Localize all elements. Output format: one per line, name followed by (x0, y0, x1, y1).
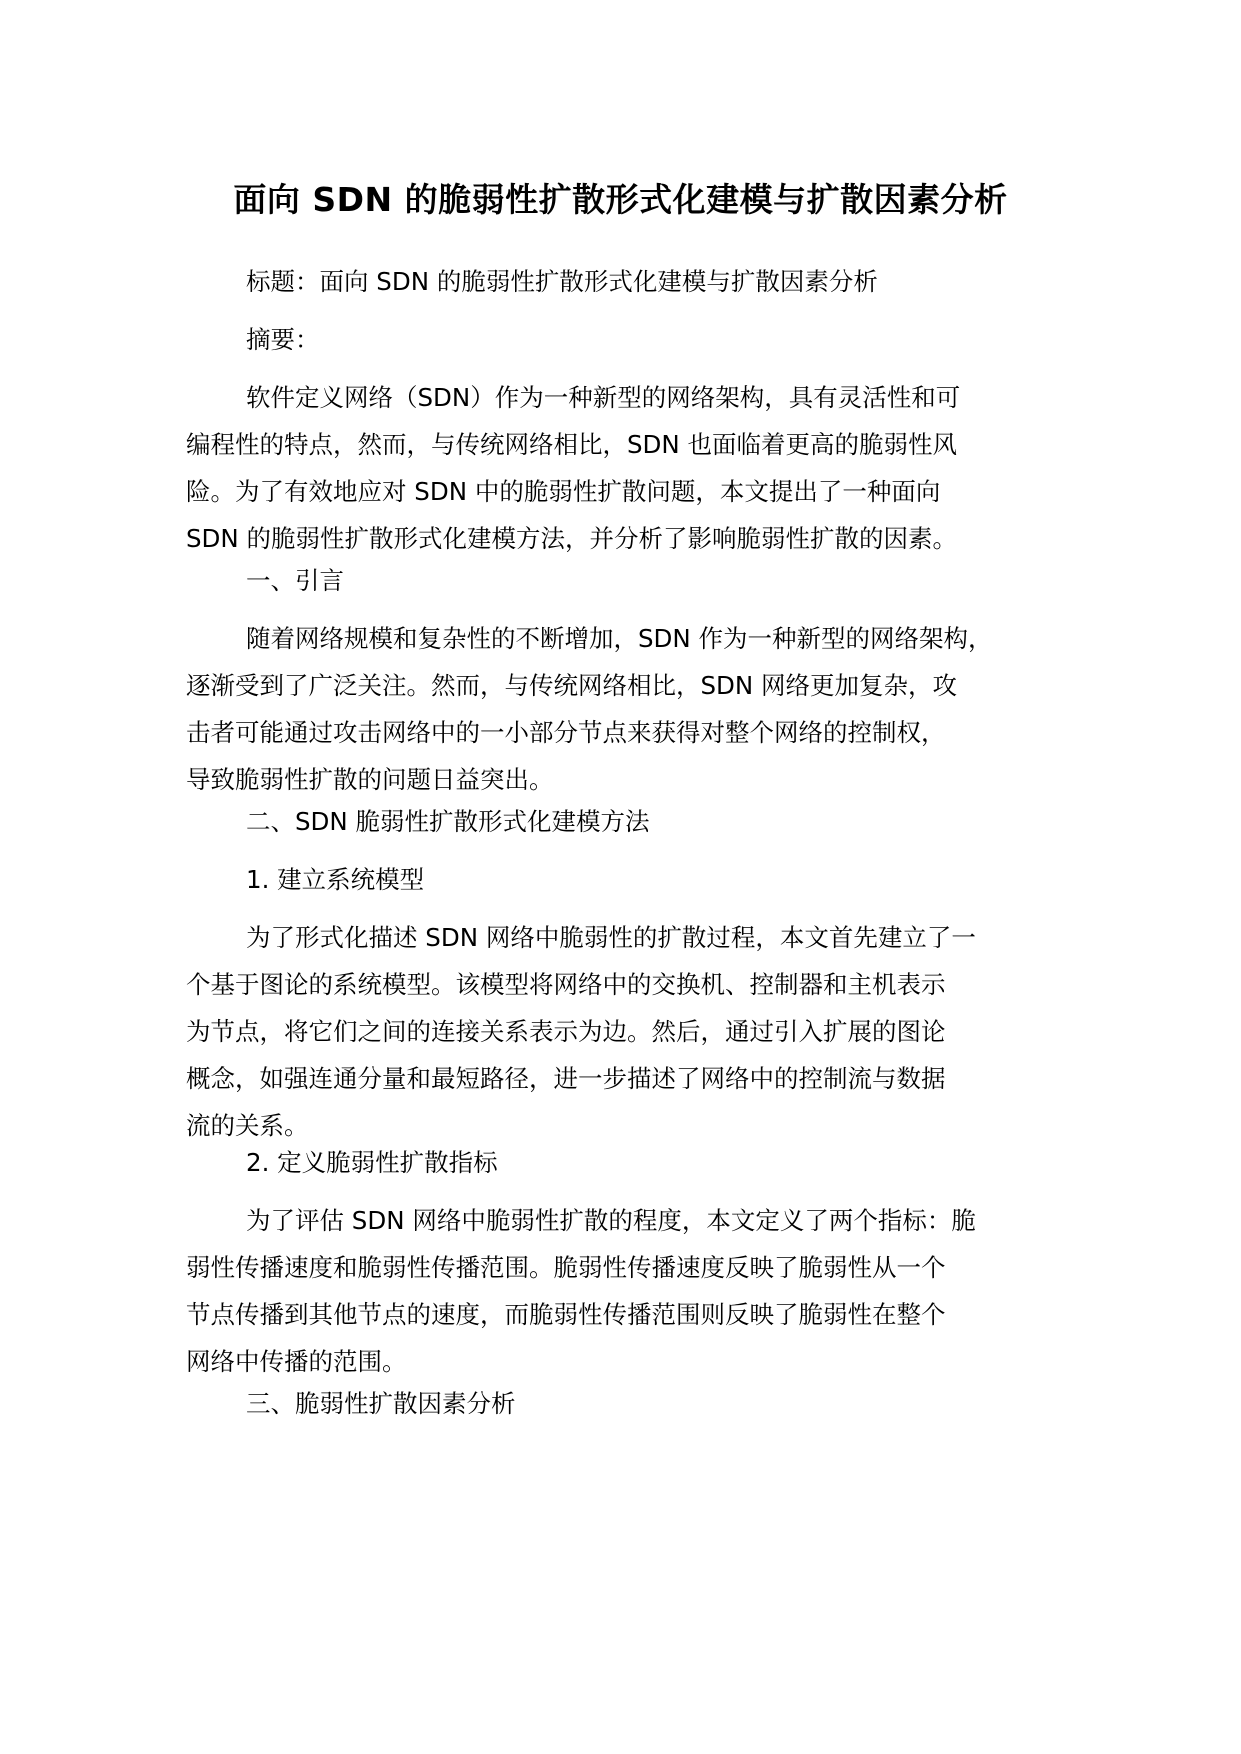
subsection-heading-metrics: 2. 定义脆弱性扩散指标 (246, 1148, 498, 1177)
intro-line: 击者可能通过攻击网络中的一小部分节点来获得对整个网络的控制权， (186, 718, 946, 747)
model-line: 为节点，将它们之间的连接关系表示为边。然后，通过引入扩展的图论 (186, 1017, 946, 1046)
abstract-line: SDN 的脆弱性扩散形式化建模方法，并分析了影响脆弱性扩散的因素。 (186, 524, 958, 553)
model-paragraph (186, 914, 1086, 1149)
metrics-line: 弱性传播速度和脆弱性传播范围。脆弱性传播速度反映了脆弱性从一个 (186, 1253, 946, 1282)
intro-line: 导致脆弱性扩散的问题日益突出。 (186, 765, 554, 794)
abstract-line: 软件定义网络（SDN）作为一种新型的网络架构，具有灵活性和可 (246, 383, 961, 412)
model-line: 个基于图论的系统模型。该模型将网络中的交换机、控制器和主机表示 (186, 970, 946, 999)
abstract-label: 摘要： (246, 325, 320, 354)
section-heading-method: 二、SDN 脆弱性扩散形式化建模方法 (246, 807, 650, 836)
metrics-paragraph (186, 1197, 1086, 1385)
subsection-heading-model: 1. 建立系统模型 (246, 865, 425, 894)
intro-line: 随着网络规模和复杂性的不断增加，SDN 作为一种新型的网络架构， (246, 624, 993, 653)
abstract-line: 险。为了有效地应对 SDN 中的脆弱性扩散问题，本文提出了一种面向 (186, 477, 941, 506)
metrics-line: 为了评估 SDN 网络中脆弱性扩散的程度，本文定义了两个指标：脆 (246, 1206, 976, 1235)
model-line: 为了形式化描述 SDN 网络中脆弱性的扩散过程，本文首先建立了一 (246, 923, 976, 952)
abstract-line: 编程性的特点，然而，与传统网络相比，SDN 也面临着更高的脆弱性风 (186, 430, 958, 459)
model-line: 流的关系。 (186, 1111, 309, 1140)
metrics-line: 节点传播到其他节点的速度，而脆弱性传播范围则反映了脆弱性在整个 (186, 1300, 946, 1329)
section-heading-factors: 三、脆弱性扩散因素分析 (246, 1389, 516, 1418)
subtitle-line: 标题：面向 SDN 的脆弱性扩散形式化建模与扩散因素分析 (246, 267, 878, 296)
document-title: 面向 SDN 的脆弱性扩散形式化建模与扩散因素分析 (233, 180, 1008, 219)
section-heading-intro: 一、引言 (246, 566, 344, 595)
intro-paragraph (186, 615, 1086, 803)
abstract-paragraph (186, 374, 1086, 562)
intro-line: 逐渐受到了广泛关注。然而，与传统网络相比，SDN 网络更加复杂，攻 (186, 671, 958, 700)
metrics-line: 网络中传播的范围。 (186, 1347, 407, 1376)
model-line: 概念，如强连通分量和最短路径，进一步描述了网络中的控制流与数据 (186, 1064, 946, 1093)
